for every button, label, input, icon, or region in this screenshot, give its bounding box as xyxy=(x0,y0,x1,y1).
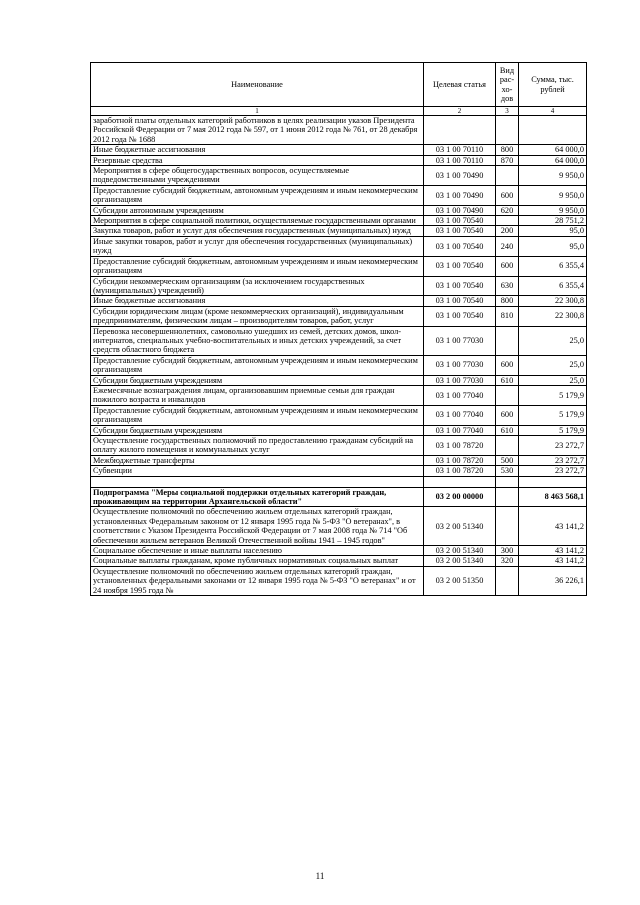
row-name: Иные закупки товаров, работ и услуг для обеспечения государственных (муниципальных) нужд xyxy=(91,236,424,256)
row-sum: 5 179,9 xyxy=(519,425,587,435)
table-row xyxy=(91,566,587,595)
row-vid: 200 xyxy=(496,226,519,236)
table-row xyxy=(91,145,587,155)
row-sum: 25,0 xyxy=(519,355,587,375)
header-num-3: 3 xyxy=(496,107,519,116)
table-row xyxy=(91,226,587,236)
row-sum: 9 950,0 xyxy=(519,205,587,215)
row-name: Субсидии бюджетным учреждениям xyxy=(91,425,424,435)
row-code: 03 1 00 70490 xyxy=(424,166,496,186)
row-vid xyxy=(496,385,519,405)
row-sum: 9 950,0 xyxy=(519,185,587,205)
row-code: 03 1 00 70540 xyxy=(424,256,496,276)
row-code: 03 1 00 70110 xyxy=(424,145,496,155)
row-code: 03 1 00 77040 xyxy=(424,405,496,425)
row-name: Предоставление субсидий бюджетным, автономным учреждениям и иным некоммерческим организациям xyxy=(91,256,424,276)
row-vid: 240 xyxy=(496,236,519,256)
table-row xyxy=(91,205,587,215)
header-num-2: 2 xyxy=(424,107,496,116)
table-row xyxy=(91,455,587,465)
row-code: 03 2 00 51350 xyxy=(424,566,496,595)
row-vid xyxy=(496,566,519,595)
row-sum: 43 141,2 xyxy=(519,507,587,546)
row-vid: 530 xyxy=(496,466,519,476)
row-code: 03 1 00 78720 xyxy=(424,466,496,476)
row-sum: 95,0 xyxy=(519,226,587,236)
row-name: Субвенции xyxy=(91,466,424,476)
row-code xyxy=(424,116,496,145)
row-code: 03 1 00 70540 xyxy=(424,226,496,236)
row-name: Резервные средства xyxy=(91,155,424,165)
table-row xyxy=(91,116,587,145)
row-name: Межбюджетные трансферты xyxy=(91,455,424,465)
row-vid xyxy=(496,166,519,186)
table-row xyxy=(91,166,587,186)
row-sum: 5 179,9 xyxy=(519,385,587,405)
table-row xyxy=(91,546,587,556)
row-code: 03 2 00 51340 xyxy=(424,546,496,556)
row-vid: 320 xyxy=(496,556,519,566)
row-sum: 8 463 568,1 xyxy=(519,487,587,507)
table-row xyxy=(91,556,587,566)
row-vid: 810 xyxy=(496,306,519,326)
row-sum: 5 179,9 xyxy=(519,405,587,425)
row-name: Социальные выплаты гражданам, кроме публичных нормативных социальных выплат xyxy=(91,556,424,566)
row-sum: 28 751,2 xyxy=(519,216,587,226)
blank-cell xyxy=(519,476,587,487)
row-name: Субсидии автономным учреждениям xyxy=(91,205,424,215)
row-sum: 23 272,7 xyxy=(519,466,587,476)
table-body xyxy=(91,116,587,596)
table-header xyxy=(91,63,587,116)
row-code: 03 1 00 70540 xyxy=(424,296,496,306)
row-name: Мероприятия в сфере общегосударственных вопросов, осуществляемые подведомственными учреждениями xyxy=(91,166,424,186)
row-sum: 22 300,8 xyxy=(519,296,587,306)
row-vid: 610 xyxy=(496,425,519,435)
row-name: Иные бюджетные ассигнования xyxy=(91,145,424,155)
row-code: 03 1 00 77040 xyxy=(424,425,496,435)
row-vid: 870 xyxy=(496,155,519,165)
table-row xyxy=(91,436,587,456)
header-sum: Сумма, тыс. рублей xyxy=(519,63,587,107)
row-name: Предоставление субсидий бюджетным, автономным учреждениям и иным некоммерческим организациям xyxy=(91,355,424,375)
row-vid: 610 xyxy=(496,375,519,385)
row-code: 03 1 00 78720 xyxy=(424,455,496,465)
row-code: 03 1 00 77030 xyxy=(424,375,496,385)
row-name: Предоставление субсидий бюджетным, автономным учреждениям и иным некоммерческим организациям xyxy=(91,405,424,425)
row-vid: 600 xyxy=(496,256,519,276)
row-name: Осуществление государственных полномочий по предоставлению гражданам субсидий на оплату жилого помещения и коммунальных услуг xyxy=(91,436,424,456)
row-code: 03 1 00 70490 xyxy=(424,205,496,215)
header-num-1: 1 xyxy=(91,107,424,116)
table-row xyxy=(91,326,587,355)
header-vid: Вид рас-хо-дов xyxy=(496,63,519,107)
row-sum: 9 950,0 xyxy=(519,166,587,186)
page-number: 11 xyxy=(315,871,325,881)
row-name: Ежемесячные вознаграждения лицам, организовавшим приемные семьи для граждан пожилого возраста и инвалидов xyxy=(91,385,424,405)
row-vid xyxy=(496,116,519,145)
row-code: 03 1 00 77030 xyxy=(424,355,496,375)
table-row xyxy=(91,405,587,425)
row-name: Социальное обеспечение и иные выплаты населению xyxy=(91,546,424,556)
table-row xyxy=(91,487,587,507)
table-row xyxy=(91,466,587,476)
row-vid: 500 xyxy=(496,455,519,465)
row-name: Перевозка несовершеннолетних, самовольно ушедших из семей, детских домов, школ-интернатов, специальных учебно-воспитательных и иных детских учреждений, за счет средств областного бюджета xyxy=(91,326,424,355)
table-row xyxy=(91,276,587,296)
row-sum: 22 300,8 xyxy=(519,306,587,326)
row-vid: 620 xyxy=(496,205,519,215)
row-name: Подпрограмма "Меры социальной поддержки отдельных категорий граждан, проживающим на территории Архангельской области" xyxy=(91,487,424,507)
budget-table xyxy=(90,62,587,596)
table-row xyxy=(91,507,587,546)
row-code: 03 2 00 51340 xyxy=(424,507,496,546)
row-vid: 300 xyxy=(496,546,519,556)
table-row xyxy=(91,185,587,205)
row-sum: 95,0 xyxy=(519,236,587,256)
row-name: Осуществление полномочий по обеспечению жильем отдельных категорий граждан, установленных федеральными законами от 12 января 1995 года № 5-ФЗ "О ветеранах" и от 24 ноября 1995 года № xyxy=(91,566,424,595)
row-vid: 600 xyxy=(496,405,519,425)
row-name: заработной платы отдельных категорий работников в целях реализации указов Президента Российской Федерации от 7 мая 2012 года № 597, от 1 июня 2012 года № 761, от 28 декабря 2012 года № 1688 xyxy=(91,116,424,145)
row-sum: 23 272,7 xyxy=(519,455,587,465)
blank-cell xyxy=(91,476,424,487)
row-sum: 25,0 xyxy=(519,326,587,355)
row-code: 03 1 00 78720 xyxy=(424,436,496,456)
row-name: Иные бюджетные ассигнования xyxy=(91,296,424,306)
blank-row xyxy=(91,476,587,487)
table-row xyxy=(91,306,587,326)
row-sum: 36 226,1 xyxy=(519,566,587,595)
table-row xyxy=(91,296,587,306)
row-name: Мероприятия в сфере социальной политики, осуществляемые государственными органами xyxy=(91,216,424,226)
row-code: 03 1 00 70540 xyxy=(424,276,496,296)
row-vid xyxy=(496,487,519,507)
row-vid: 800 xyxy=(496,296,519,306)
table-row xyxy=(91,425,587,435)
row-sum: 6 355,4 xyxy=(519,256,587,276)
row-name: Субсидии юридическим лицам (кроме некоммерческих организаций), индивидуальным предпринимателям, физическим лицам – производителям товаров, работ, услуг xyxy=(91,306,424,326)
table-row xyxy=(91,256,587,276)
table-row xyxy=(91,375,587,385)
header-name: Наименование xyxy=(91,63,424,107)
row-vid xyxy=(496,326,519,355)
row-code: 03 1 00 70490 xyxy=(424,185,496,205)
row-name: Предоставление субсидий бюджетным, автономным учреждениям и иным некоммерческим организациям xyxy=(91,185,424,205)
header-code: Целевая статья xyxy=(424,63,496,107)
row-vid xyxy=(496,216,519,226)
row-vid xyxy=(496,507,519,546)
row-name: Закупка товаров, работ и услуг для обеспечения государственных (муниципальных) нужд xyxy=(91,226,424,236)
row-code: 03 1 00 70110 xyxy=(424,155,496,165)
row-code: 03 1 00 70540 xyxy=(424,216,496,226)
row-sum xyxy=(519,116,587,145)
row-code: 03 1 00 70540 xyxy=(424,306,496,326)
table-row xyxy=(91,385,587,405)
row-name: Субсидии бюджетным учреждениям xyxy=(91,375,424,385)
table-row xyxy=(91,155,587,165)
row-sum: 64 000,0 xyxy=(519,155,587,165)
row-code: 03 1 00 70540 xyxy=(424,236,496,256)
row-sum: 6 355,4 xyxy=(519,276,587,296)
row-code: 03 2 00 51340 xyxy=(424,556,496,566)
row-sum: 64 000,0 xyxy=(519,145,587,155)
row-sum: 23 272,7 xyxy=(519,436,587,456)
row-code: 03 2 00 00000 xyxy=(424,487,496,507)
row-vid: 600 xyxy=(496,185,519,205)
blank-cell xyxy=(424,476,496,487)
row-code: 03 1 00 77040 xyxy=(424,385,496,405)
row-sum: 43 141,2 xyxy=(519,556,587,566)
header-num-4: 4 xyxy=(519,107,587,116)
row-vid: 630 xyxy=(496,276,519,296)
table-row xyxy=(91,236,587,256)
table-row xyxy=(91,216,587,226)
row-name: Субсидии некоммерческим организациям (за исключением государственных (муниципальных) учреждений) xyxy=(91,276,424,296)
row-name: Осуществление полномочий по обеспечению жильем отдельных категорий граждан, установленных Федеральным законом от 12 января 1995 года № 5-ФЗ "О ветеранах", в соответствии с Указом Президента Российской Федерации от 7 мая 2008 года № 714 "Об обеспечении жильем ветеранов Великой Отечественной войны 1941 – 1945 годов" xyxy=(91,507,424,546)
row-vid xyxy=(496,436,519,456)
blank-cell xyxy=(496,476,519,487)
row-vid: 600 xyxy=(496,355,519,375)
row-sum: 43 141,2 xyxy=(519,546,587,556)
table-row xyxy=(91,355,587,375)
row-vid: 800 xyxy=(496,145,519,155)
row-sum: 25,0 xyxy=(519,375,587,385)
row-code: 03 1 00 77030 xyxy=(424,326,496,355)
